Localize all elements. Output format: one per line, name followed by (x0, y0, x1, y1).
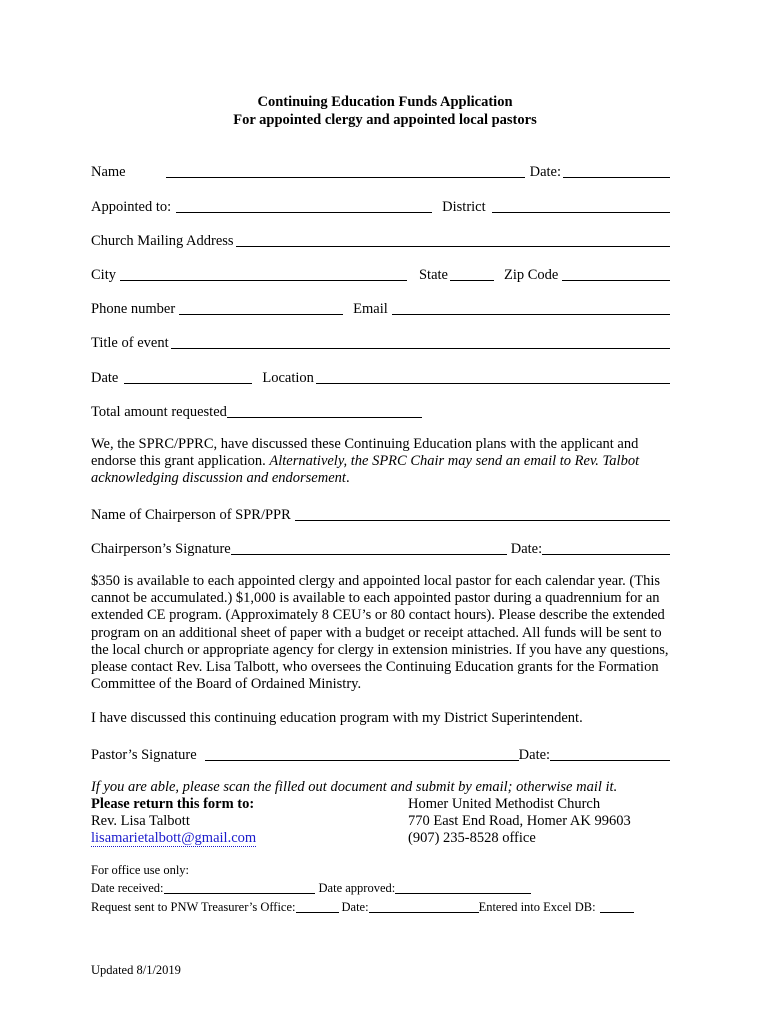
form-subtitle: For appointed clergy and appointed local pastors (233, 112, 537, 128)
chairperson-date-label: Date: (510, 541, 543, 557)
endorsement-paragraph (91, 436, 671, 488)
phone-number-field[interactable] (179, 313, 343, 315)
city-state-zip-row (91, 264, 670, 284)
phone-email-row (91, 298, 670, 318)
total-amount-field[interactable] (227, 416, 422, 418)
office-use-row-2 (91, 900, 634, 915)
event-date-location-row (91, 367, 670, 387)
contact-name: Rev. Lisa Talbott (91, 813, 190, 830)
org-phone: (907) 235-8528 office (408, 830, 536, 847)
state-field[interactable] (450, 279, 494, 281)
event-title-field[interactable] (171, 347, 670, 349)
endorsement-text: We, the SPRC/PPRC, have discussed these Continuing Education plans with the applicant and endorse this grant application. (91, 436, 639, 470)
city-label: City (91, 267, 116, 283)
district-label: District (442, 199, 486, 215)
district-field[interactable] (492, 211, 670, 213)
funding-info-paragraph: $350 is available to each appointed clergy and appointed local pastor for each calendar year. (This cannot be accumulated.) $1,000 is available to each appointed pastor during a quadrennium for an extended CE program. (Approximately 8 CEU’s or 80 contact hours). Please describe the extended program on an additional sheet of paper with a budget or receipt attached. All funds will be sent to the local church or appropriate agency for clergy in extension ministries. If you have any questions, please contact Rev. Lisa Talbott, who oversees the Continuing Education grants for the Formation Committee of the Board of Ordained Ministry. (91, 573, 669, 693)
appointed-district-row (91, 196, 670, 216)
return-org-block (408, 796, 631, 848)
city-field[interactable] (120, 279, 407, 281)
chairperson-signature-field[interactable] (231, 553, 507, 555)
event-date-label: Date (91, 370, 119, 386)
zip-code-field[interactable] (562, 279, 670, 281)
scan-note: If you are able, please scan the filled out document and submit by email; otherwise mail it. (91, 779, 618, 795)
contact-email-link[interactable]: lisamarietalbott@gmail.com (91, 830, 257, 847)
name-field[interactable] (166, 176, 525, 178)
endorsement-italic-text: Alternatively, the SPRC Chair may send an email to Rev. Talbot acknowledging discussion and endorsement (91, 453, 640, 487)
event-title-label: Title of event (91, 335, 169, 351)
pastor-date-label: Date: (518, 747, 551, 763)
location-field[interactable] (316, 382, 670, 384)
office-use-heading: For office use only: (91, 863, 190, 877)
date-received-field[interactable] (164, 892, 315, 894)
total-amount-row (91, 401, 670, 421)
chairperson-name-field[interactable] (295, 519, 670, 521)
pastor-date-field[interactable] (550, 759, 670, 761)
phone-number-label: Phone number (91, 301, 176, 317)
chairperson-signature-label: Chairperson’s Signature (91, 541, 231, 557)
date-approved-field[interactable] (395, 892, 531, 894)
state-label: State (418, 267, 448, 283)
chairperson-signature-row (91, 538, 670, 558)
email-label: Email (353, 301, 388, 317)
excel-entry-field[interactable] (600, 911, 634, 913)
church-address-field[interactable] (236, 245, 670, 247)
district-statement: I have discussed this continuing education program with my District Superintendent. (91, 710, 583, 726)
return-label: Please return this form to: (91, 796, 255, 812)
location-label: Location (262, 370, 314, 386)
office-use-row-1 (91, 881, 531, 896)
email-field[interactable] (392, 313, 670, 315)
excel-entry-label: Entered into Excel DB: (478, 900, 596, 914)
chairperson-name-label: Name of Chairperson of SPR/PPR (91, 507, 291, 523)
treasurer-sent-field[interactable] (296, 911, 339, 913)
event-title-row (91, 332, 670, 352)
event-date-field[interactable] (124, 382, 252, 384)
total-amount-label: Total amount requested (91, 404, 227, 420)
date-received-label: Date received: (91, 881, 164, 895)
date-label: Date: (529, 164, 562, 180)
pastor-signature-field[interactable] (205, 759, 519, 761)
name-label: Name (91, 164, 126, 180)
org-name: Homer United Methodist Church (408, 796, 601, 812)
treasurer-sent-label: Request sent to PNW Treasurer’s Office: (91, 900, 296, 914)
office-date-label: Date: (341, 900, 369, 914)
appointed-to-label: Appointed to: (91, 199, 172, 215)
date-field[interactable] (563, 176, 670, 178)
church-address-row (91, 230, 670, 250)
office-date-field[interactable] (369, 911, 479, 913)
chairperson-name-row (91, 504, 670, 524)
date-approved-label: Date approved: (318, 881, 396, 895)
chairperson-date-field[interactable] (542, 553, 670, 555)
org-address: 770 East End Road, Homer AK 99603 (408, 813, 631, 830)
zip-code-label: Zip Code (503, 267, 559, 283)
return-contact-block (91, 796, 256, 848)
endorsement-period: . (345, 470, 350, 487)
pastor-signature-label: Pastor’s Signature (91, 747, 197, 763)
name-date-row (91, 161, 670, 181)
appointed-to-field[interactable] (176, 211, 432, 213)
updated-footer: Updated 8/1/2019 (91, 963, 181, 977)
pastor-signature-row (91, 744, 670, 764)
church-address-label: Church Mailing Address (91, 233, 234, 249)
form-title: Continuing Education Funds Application (257, 94, 513, 110)
